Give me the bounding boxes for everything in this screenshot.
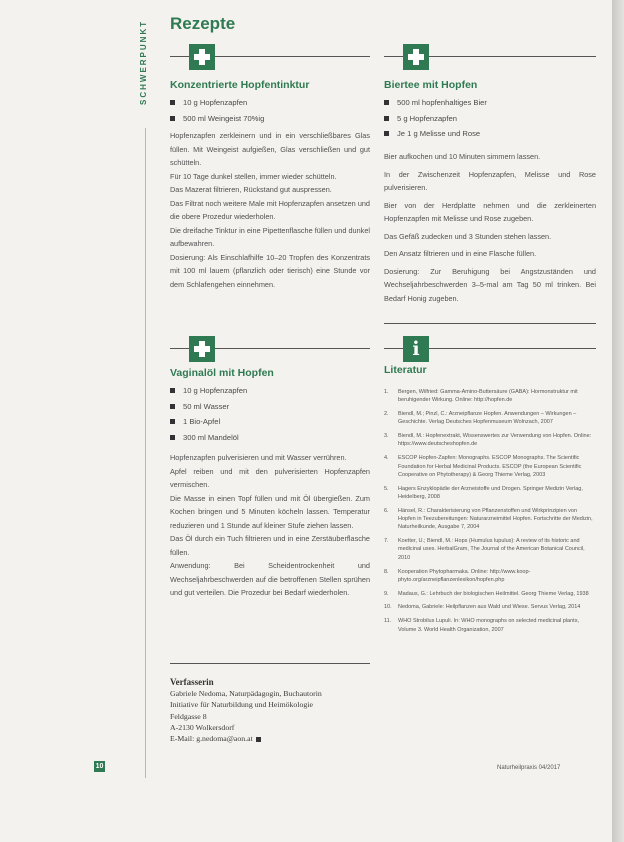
recipe-step: Das Mazerat filtrieren, Rückstand gut auspressen. bbox=[170, 185, 332, 194]
ingredient-item: 500 ml hopfenhaltiges Bier bbox=[384, 98, 487, 114]
end-mark bbox=[256, 737, 261, 742]
author-line: A-2130 Wolkersdorf bbox=[170, 722, 235, 732]
ingredient-list bbox=[170, 98, 264, 129]
recipe-header-divider bbox=[170, 336, 370, 362]
literature-header-divider bbox=[384, 336, 596, 362]
section-label: SCHWERPUNKT bbox=[139, 20, 148, 106]
ingredient-item: 10 g Hopfenzapfen bbox=[170, 386, 247, 402]
literature-item: 10. Nedoma, Gabriele: Heilpflanzen aus Wald und Wiese. Servus Verlag, 2014 bbox=[384, 604, 581, 611]
literature-item: 8. Kooperation Phytopharmaka. Online: http://www.koop-phyto.org/arzneipflanzenlexikon/hopfen.php bbox=[384, 568, 531, 583]
author-line: Gabriele Nedoma, Naturpädagogin, Buchautorin bbox=[170, 689, 322, 698]
page-number: 10 bbox=[95, 763, 104, 770]
literature-item: 6. Hänsel, R.: Charakterisierung von Pflanzenstoffen und Wirkprinzipien von Hopfen in Teezubereitungen: Naturarzneimittel Hopfen. Fortschritte der Medizin, Naturheilkunde, Ausgabe 7, 2004 bbox=[384, 507, 593, 531]
page-title: Rezepte bbox=[170, 14, 236, 33]
plus-icon bbox=[189, 336, 215, 362]
sidebar-rule bbox=[145, 128, 146, 778]
ingredient-item: 50 ml Wasser bbox=[170, 402, 247, 418]
author-box bbox=[170, 676, 370, 744]
plus-icon bbox=[189, 44, 215, 70]
literature-title: Literatur bbox=[384, 364, 427, 376]
recipe-step: Anwendung: Bei Scheidentrockenheit und Wechseljahrbeschwerden auf die betroffenen Stellen sprühen und gut verteilen. Die Prozedur bei Bedarf wiederholen. bbox=[170, 561, 370, 597]
literature-item: 11. WHO Strobilus Lupuli. In: WHO monographs on selected medicinal plants, Volume 3. World Health Organization, 2007 bbox=[384, 618, 579, 633]
section-divider bbox=[384, 323, 596, 324]
footer-issue: Naturheilpraxis 04/2017 bbox=[497, 765, 561, 771]
recipe-steps bbox=[384, 150, 596, 305]
literature-list bbox=[384, 388, 596, 639]
ingredient-item: 300 ml Mandelöl bbox=[170, 433, 247, 449]
ingredient-item: 5 g Hopfenzapfen bbox=[384, 114, 487, 130]
recipe-step: Die Masse in einen Topf füllen und mit Öl übergießen. Zum Kochen bringen und 5 Minuten köcheln lassen. Temperatur reduzieren und 1 Stunde auf kleiner Stufe ziehen lassen. bbox=[170, 493, 370, 530]
recipe-title: Biertee mit Hopfen bbox=[384, 79, 478, 91]
literature-item: 1. Bergen, Wilfried: Gamma-Amino-Buttersäure (GABA): Hormonstruktur mit beruhigender Wirkung. Online: http://hopfen.de bbox=[384, 389, 578, 404]
literature-item: 3. Biendl, M.: Hopfenextrakt, Wissenswertes zur Verwendung von Hopfen. Online: https://www.deutscheshopfen.de bbox=[384, 433, 592, 448]
ingredient-item: Je 1 g Melisse und Rose bbox=[384, 129, 487, 145]
recipe-step: Die dreifache Tinktur in eine Pipettenflasche füllen und dunkel aufbewahren. bbox=[170, 225, 370, 248]
recipe-header-divider bbox=[170, 44, 370, 70]
ingredient-list bbox=[384, 98, 487, 145]
author-line: Feldgasse 8 bbox=[170, 711, 207, 721]
author-email-line bbox=[170, 733, 370, 744]
section-divider bbox=[170, 663, 370, 664]
recipe-step: Dosierung: Als Einschlafhilfe 10–20 Tropfen des Konzentrats mit 100 ml lauem (pflanzlich oder tierisch) eine Stunde vor dem Schlafengehen einnehmen. bbox=[170, 252, 370, 289]
recipe-step: Für 10 Tage dunkel stellen, immer wieder schütteln. bbox=[170, 171, 337, 181]
recipe-header-divider bbox=[384, 44, 596, 70]
recipe-steps bbox=[170, 129, 370, 291]
literature-item: 9. Madaus, G.: Lehrbuch der biologischen Heilmittel. Georg Thieme Verlag, 1938 bbox=[384, 590, 589, 597]
recipe-step: Apfel reiben und mit den pulverisierten Hopfenzapfen vermischen. bbox=[170, 466, 370, 489]
literature-item: 7. Koetter, U.; Biendl, M.: Hops (Humulus lupulus): A review of its historic and medicinal uses. HerbalGram, The Journal of the American Botanical Council, 2010 bbox=[384, 538, 585, 561]
recipe-step: Dosierung: Zur Beruhigung bei Angstzuständen und Wechseljahrbeschwerden 3–5-mal am Tag 50 ml trinken. Bei Bedarf Honig zugeben. bbox=[384, 266, 596, 303]
recipe-step: Das Filtrat noch weitere Male mit Hopfenzapfen ansetzen und die obere Prozedur wiederholen. bbox=[170, 198, 370, 221]
literature-item: 5. Hagers Enzyklopädie der Arzneistoffe und Drogen. Springer Medizin Verlag, Heidelberg, 2008 bbox=[384, 485, 583, 500]
author-title: Verfasserin bbox=[170, 677, 214, 687]
info-icon: i bbox=[403, 336, 429, 362]
page-edge bbox=[612, 0, 624, 842]
recipe-step: Das Öl durch ein Tuch filtrieren und in eine Zerstäuberflasche füllen. bbox=[170, 534, 370, 557]
recipe-steps bbox=[170, 451, 370, 600]
recipe-step: Den Ansatz filtrieren und in eine Flasche füllen. bbox=[384, 249, 537, 258]
author-line: Initiative für Naturbildung und Heimökologie bbox=[170, 700, 313, 710]
ingredient-item: 500 ml Weingeist 70%ig bbox=[170, 114, 264, 130]
literature-item: 2. Biendl, M.; Pinzl, C.: Arzneipflanze Hopfen. Anwendungen – Wirkungen – Geschichte. Verlag Deutsches Hopfenmuseum Wolnzach, 2007 bbox=[384, 411, 577, 426]
ingredient-item: 10 g Hopfenzapfen bbox=[170, 98, 264, 114]
recipe-step: Das Gefäß zudecken und 3 Stunden stehen lassen. bbox=[384, 231, 552, 241]
ingredient-list bbox=[170, 386, 247, 448]
plus-icon bbox=[403, 44, 429, 70]
recipe-step: Hopfenzapfen zerkleinern und in ein verschließbares Glas füllen. Mit Weingeist aufgießen, Glas verschließen und gut schütteln. bbox=[170, 131, 370, 167]
recipe-step: Bier aufkochen und 10 Minuten simmern lassen. bbox=[384, 152, 541, 161]
author-email: E-Mail: g.nedoma@aon.at bbox=[170, 734, 253, 744]
literature-item: 4. ESCOP Hopfen-Zapfen: Monographs. ESCOP Monographs. The Scientific Foundation for Herbal Medicinal Products. ESCOP (the European Scientific Cooperative on Phytotherapy) & Georg Thieme Verlag, 2003 bbox=[384, 455, 582, 478]
ingredient-item: 1 Bio-Apfel bbox=[170, 417, 247, 433]
recipe-title: Vaginalöl mit Hopfen bbox=[170, 367, 274, 379]
recipe-step: Hopfenzapfen pulverisieren und mit Wasser verrühren. bbox=[170, 453, 347, 462]
recipe-step: In der Zwischenzeit Hopfenzapfen, Melisse und Rose pulverisieren. bbox=[384, 169, 596, 192]
recipe-title: Konzentrierte Hopfentinktur bbox=[170, 79, 310, 91]
recipe-step: Bier von der Herdplatte nehmen und die zerkleinerten Hopfenzapfen mit Melisse und Rose zugeben. bbox=[384, 200, 596, 223]
